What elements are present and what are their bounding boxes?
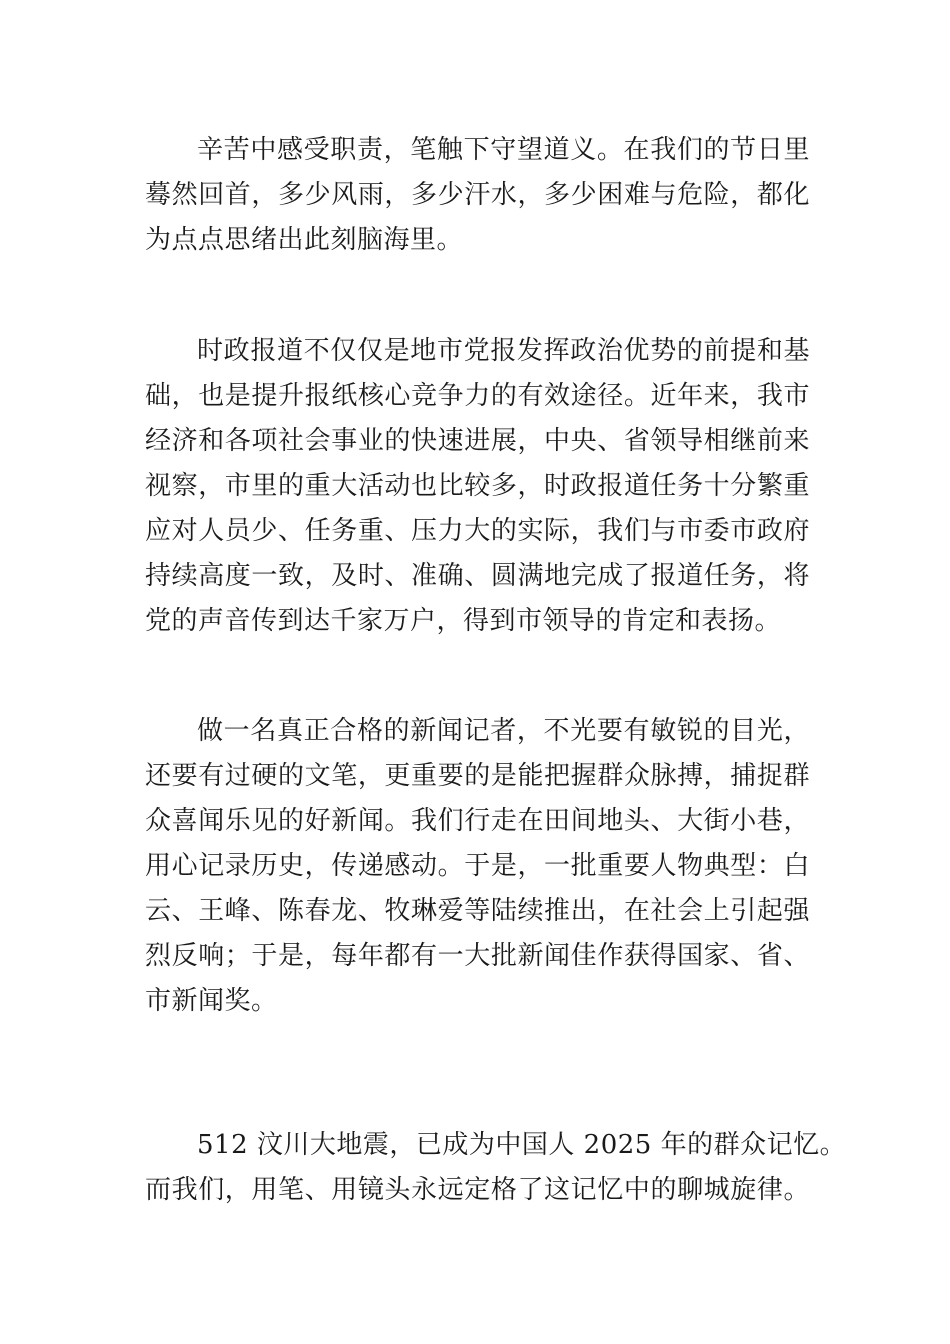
text-line: 为点点思绪出此刻脑海里。	[145, 225, 464, 255]
text-line: 应对人员少、任务重、压力大的实际，我们与市委市政府	[145, 516, 810, 546]
text-line: 础，也是提升报纸核心竞争力的有效途径。近年来，我市	[145, 381, 810, 411]
text-line: 还要有过硬的文笔，更重要的是能把握群众脉搏，捕捉群	[145, 761, 810, 791]
text-line: 党的声音传到达千家万户，得到市领导的肯定和表扬。	[145, 606, 782, 636]
text-line: 持续高度一致，及时、准确、圆满地完成了报道任务，将	[145, 561, 810, 591]
paragraph-1	[145, 128, 810, 263]
text-line: 市新闻奖。	[145, 986, 278, 1016]
text-line: 辛苦中感受职责，笔触下守望道义。在我们的节日里	[197, 135, 810, 165]
text-line: 众喜闻乐见的好新闻。我们行走在田间地头、大街小巷，	[145, 806, 810, 836]
paragraph-4	[145, 1123, 847, 1213]
paragraph-3	[145, 709, 810, 1024]
text-line: 云、王峰、陈春龙、牧琳爱等陆续推出，在社会上引起强	[145, 896, 810, 926]
text-line: 做一名真正合格的新闻记者，不光要有敏锐的目光，	[197, 716, 810, 746]
paragraph-2	[145, 329, 810, 644]
text-line: 时政报道不仅仅是地市党报发挥政治优势的前提和基	[197, 336, 810, 366]
text-line: 而我们，用笔、用镜头永远定格了这记忆中的聊城旋律。	[145, 1175, 810, 1205]
text-line: 用心记录历史，传递感动。于是，一批重要人物典型：白	[145, 851, 810, 881]
text-line: 烈反响；于是，每年都有一大批新闻佳作获得国家、省、	[145, 941, 810, 971]
text-line: 经济和各项社会事业的快速进展，中央、省领导相继前来	[145, 426, 810, 456]
text-line: 视察，市里的重大活动也比较多，时政报道任务十分繁重	[145, 471, 810, 501]
text-line: 蓦然回首，多少风雨，多少汗水，多少困难与危险，都化	[145, 180, 810, 210]
text-line: 512 汶川大地震，已成为中国人 2025 年的群众记忆。	[197, 1130, 847, 1160]
